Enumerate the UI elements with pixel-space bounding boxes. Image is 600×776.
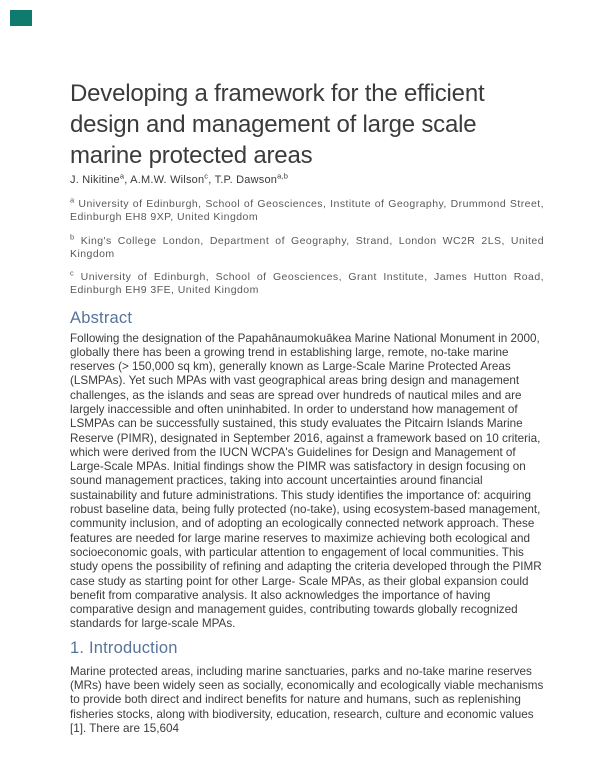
paper-title: Developing a framework for the efficient design and management of large scale marine protected areas (70, 80, 485, 169)
affiliation-text: University of Edinburgh, School of Geosciences, Grant Institute, James Hutton Road, Edinburgh EH9 3FE, United Kingdom (70, 271, 545, 296)
abstract-text: Following the designation of the Papahānaumokuākea Marine National Monument in 2000, globally there has been a growing trend in establishing large, remote, no-take marine reserves (> 150,000 sq km), generally known as Large-Scale Marine Protected Areas (LSMPAs). Yet such MPAs with vast geographical areas bring design and management challenges, as the islands and seas are spread over hundreds of nautical miles and are largely inaccessible and often uninhabited. In order to understand how management of LSMPAs can be successfully sustained, this study evaluates the Pitcairn Islands Marine Reserve (PIMR), designated in September 2016, against a framework based on 10 criteria, which were derived from the IUCN WCPA's Guidelines for Design and Management of Large-Scale MPAs. Initial findings show the PIMR was satisfactory in design focusing on sound management practices, taking into account uncertainties around financial sustainability and future administrations. This study identifies the importance of: acquiring robust baseline data, being fully protected (no-take), using ecosystem-based management, community inclusion, and of adopting an ecologically connected network approach. These features are needed for large marine reserves to maximize achieving both ecological and socioeconomic goals, with particular attention to engagement of local communities. This study opens the possibility of refining and adapting the criteria developed through the PIMR case study as starting point for other Large- Scale MPAs, as their global expansion could benefit from comparative analysis. It also acknowledges the importance of having comparative design and management guides, contributing towards globally recognized standards for large-scale MPAs. (70, 331, 542, 631)
author-affiliation-sup: a (119, 171, 125, 181)
author-line (70, 171, 550, 187)
author-affiliation-sup: c (204, 171, 209, 181)
affiliation (70, 195, 544, 224)
affiliation-sup: a (70, 195, 75, 205)
publisher-logo-mark (10, 10, 32, 26)
affiliation (70, 232, 544, 261)
affiliation (70, 268, 545, 297)
affiliation-text: King's College London, Department of Geography, Strand, London WC2R 2LS, United Kingdom (70, 234, 544, 260)
affiliation-text: University of Edinburgh, School of Geosciences, Institute of Geography, Drummond Street, Edinburgh EH8 9XP, United Kingdom (70, 198, 544, 223)
author: T.P. Dawson$^{a,b}$ (214, 171, 289, 186)
author: A.M.W. Wilson$^c$, (130, 171, 215, 186)
author-affiliation-sup: a,b (277, 171, 289, 181)
abstract-heading: Abstract (70, 308, 133, 327)
author: J. Nikitine$^a$, (70, 171, 131, 186)
paper-content (70, 78, 550, 736)
affiliation-sup: b (70, 232, 75, 241)
affiliation-sup: c (70, 268, 75, 278)
section-heading-introduction: 1. Introduction (70, 638, 178, 657)
introduction-text: Marine protected areas, including marine sanctuaries, parks and no-take marine reserves (MRs) have been widely seen as socially, economically and ecologically viable mechanisms to provide both direct and indirect benefits for nature and humans, such as replenishing fisheries stocks, along with biodiversity, education, research, culture and economic values [1]. There are 15,604 (70, 664, 544, 735)
